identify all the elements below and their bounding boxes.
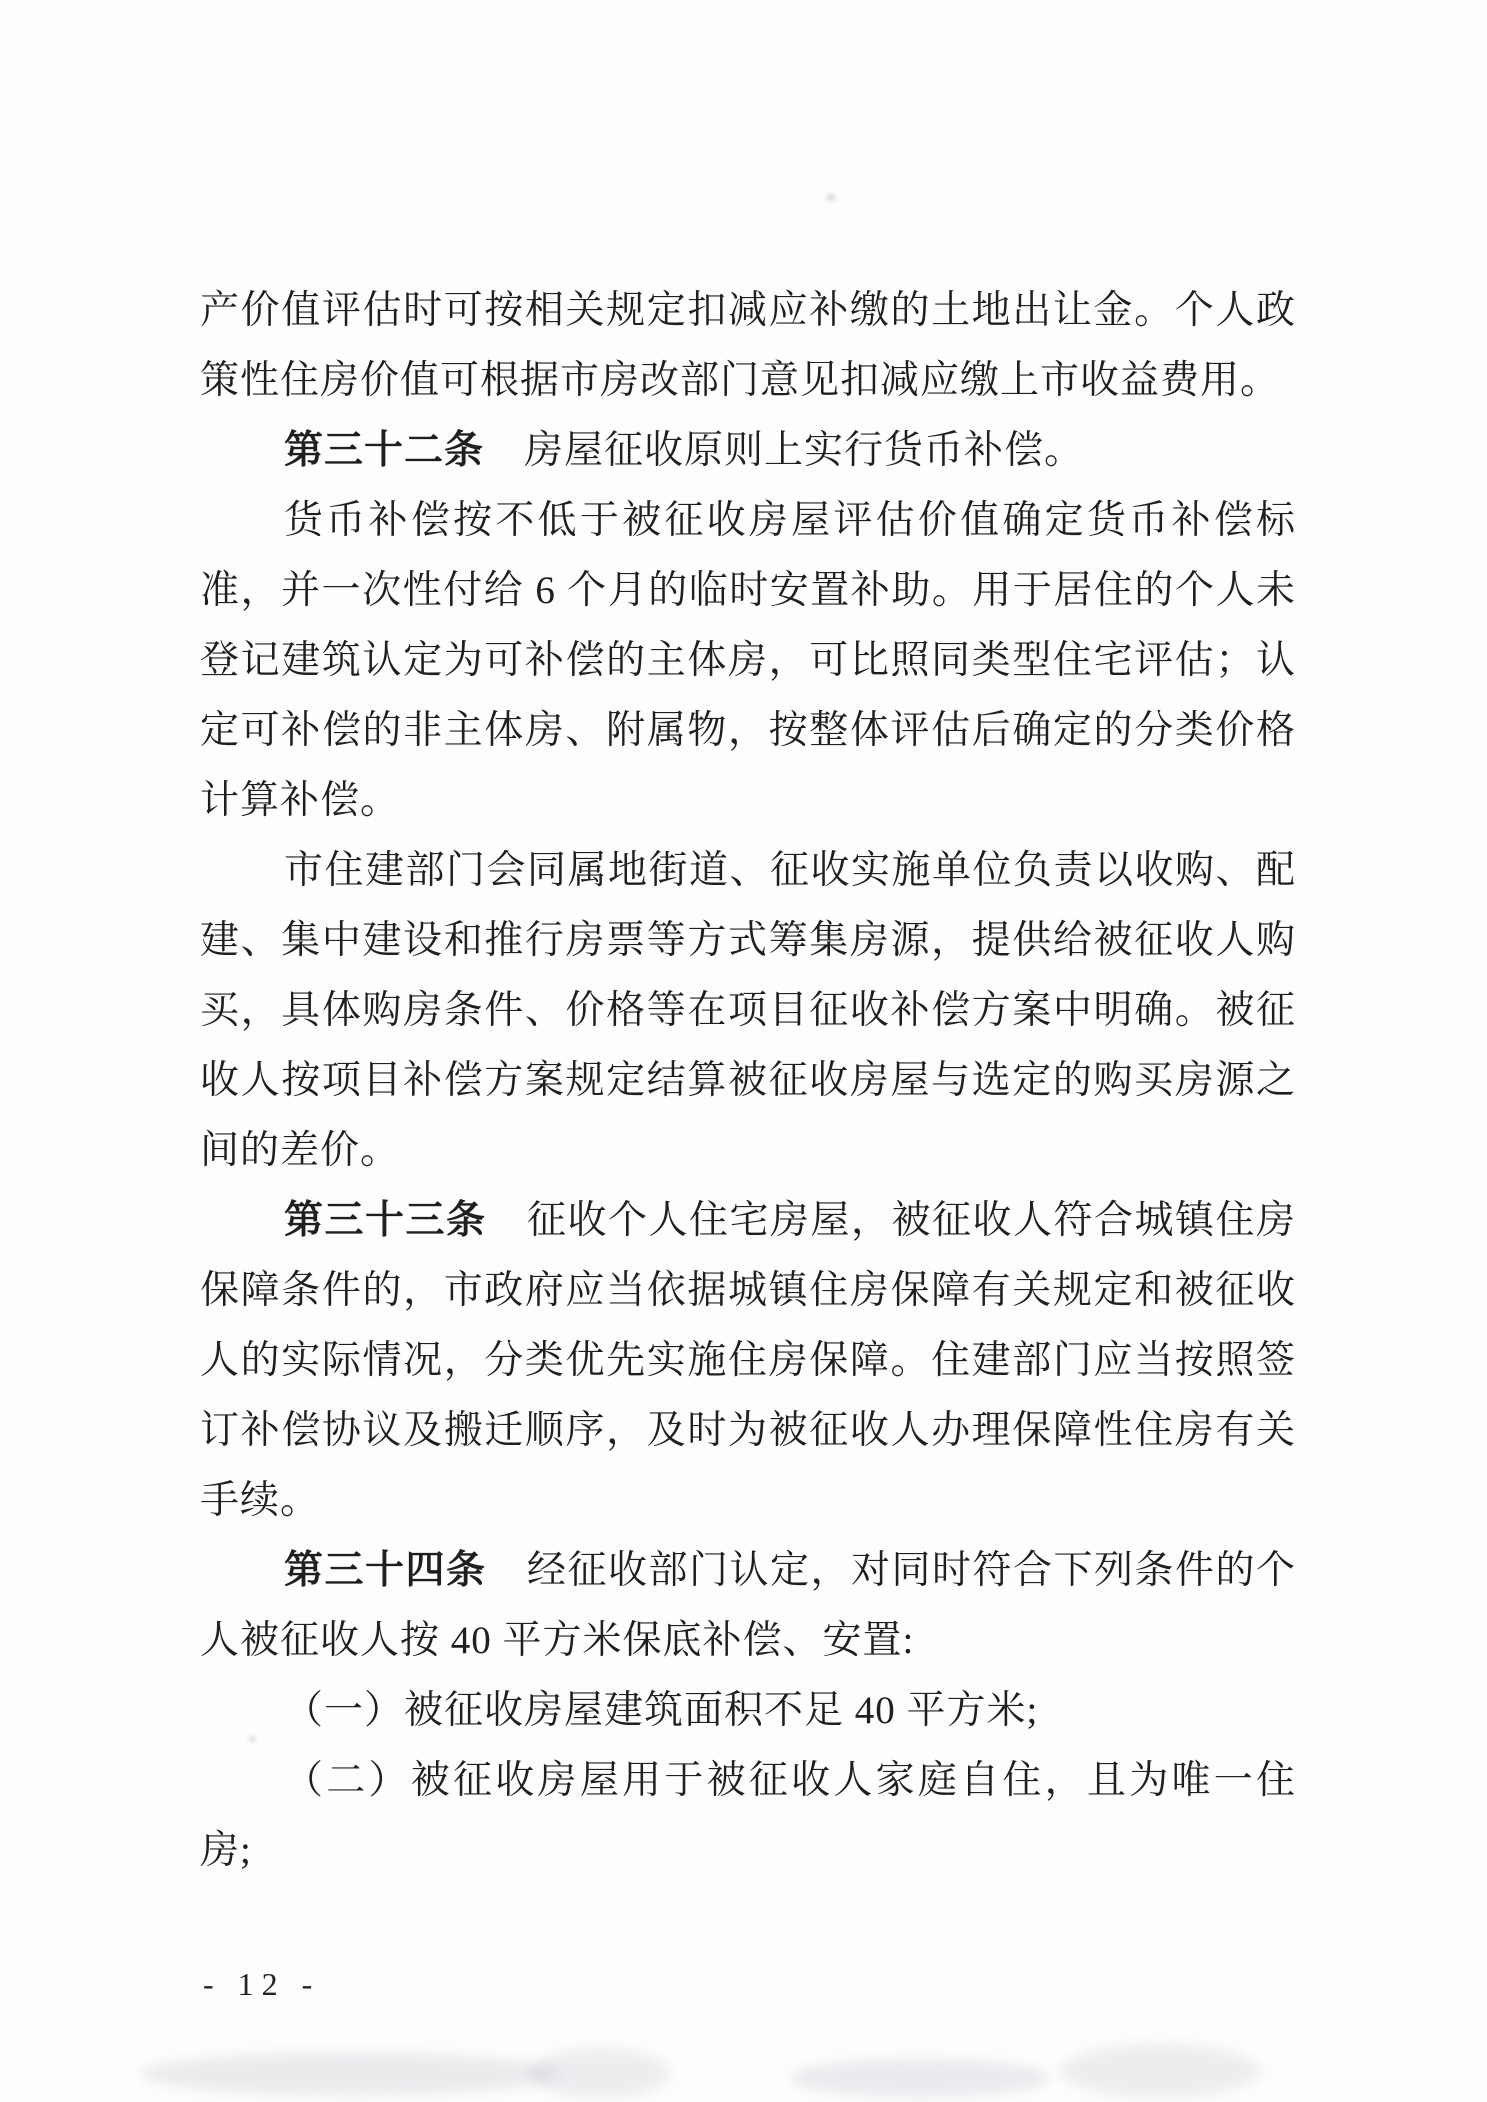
text-segment: 登记建筑认定为可补偿的主体房，可比照同类型住宅评估；认 [200,639,1296,682]
text-segment: 经征收部门认定，对同时符合下列条件的个 [486,1549,1296,1592]
text-line [200,1676,1296,1746]
text-segment: 货币补偿按不低于被征收房屋评估价值确定货币补偿标 [284,499,1296,542]
text-segment: 买，具体购房条件、价格等在项目征收补偿方案中明确。被征 [200,989,1296,1032]
text-segment: 市住建部门会同属地街道、征收实施单位负责以收购、配 [284,849,1296,892]
text-segment: 定可补偿的非主体房、附属物，按整体评估后确定的分类价格 [200,709,1296,752]
text-segment: 人的实际情况，分类优先实施住房保障。住建部门应当按照签 [200,1339,1296,1382]
text-segment: 建、集中建设和推行房票等方式筹集房源，提供给被征收人购 [200,919,1296,962]
text-segment: 人被征收人按 40 平方米保底补偿、安置: [200,1619,915,1662]
text-segment: 订补偿协议及搬迁顺序，及时为被征收人办理保障性住房有关 [200,1409,1296,1452]
text-line [200,626,1296,696]
text-line [200,556,1296,626]
bleed-through-artifact [1060,2044,1260,2098]
text-segment: （二）被征收房屋用于被征收人家庭自住，且为唯一住 [284,1759,1296,1802]
text-segment: 产价值评估时可按相关规定扣减应补缴的土地出让金。个人政 [200,289,1296,332]
page-number: - 12 - [203,1966,321,2002]
text-line [200,836,1296,906]
text-segment: 房; [200,1829,252,1872]
text-line [200,906,1296,976]
text-line [200,1816,1296,1886]
text-segment: 计算补偿。 [200,779,401,822]
text-line [200,1396,1296,1466]
bleed-through-artifact [790,2058,1050,2098]
text-segment: 房屋征收原则上实行货币补偿。 [484,429,1085,472]
text-segment: 策性住房价值可根据市房改部门意见扣减应缴上市收益费用。 [200,359,1281,402]
scan-speck-artifact [826,194,836,201]
text-segment: 准，并一次性付给 6 个月的临时安置补助。用于居住的个人未 [200,569,1296,612]
text-segment: 收人按项目补偿方案规定结算被征收房屋与选定的购买房源之 [200,1059,1296,1102]
text-segment: 征收个人住宅房屋，被征收人符合城镇住房 [486,1199,1296,1242]
document-text-block [200,276,1296,1886]
text-line [200,1186,1296,1256]
text-line [200,1606,1296,1676]
text-line [200,1116,1296,1186]
text-line [200,486,1296,556]
text-line [200,1536,1296,1606]
text-line [200,346,1296,416]
text-line [200,1746,1296,1816]
text-line [200,1256,1296,1326]
text-line [200,276,1296,346]
text-line [200,416,1296,486]
text-segment: （一）被征收房屋建筑面积不足 40 平方米; [284,1689,1039,1732]
text-segment: 手续。 [200,1479,321,1522]
article-number: 第三十三条 [284,1199,487,1242]
text-line [200,976,1296,1046]
text-line [200,766,1296,836]
bleed-through-artifact [530,2048,670,2098]
article-number: 第三十四条 [284,1549,487,1592]
text-line [200,1046,1296,1116]
bleed-through-artifact [140,2052,560,2096]
text-segment: 间的差价。 [200,1129,401,1172]
text-line [200,1326,1296,1396]
article-number: 第三十二条 [284,429,485,472]
text-line [200,696,1296,766]
text-line [200,1466,1296,1536]
text-segment: 保障条件的，市政府应当依据城镇住房保障有关规定和被征收 [200,1269,1296,1312]
